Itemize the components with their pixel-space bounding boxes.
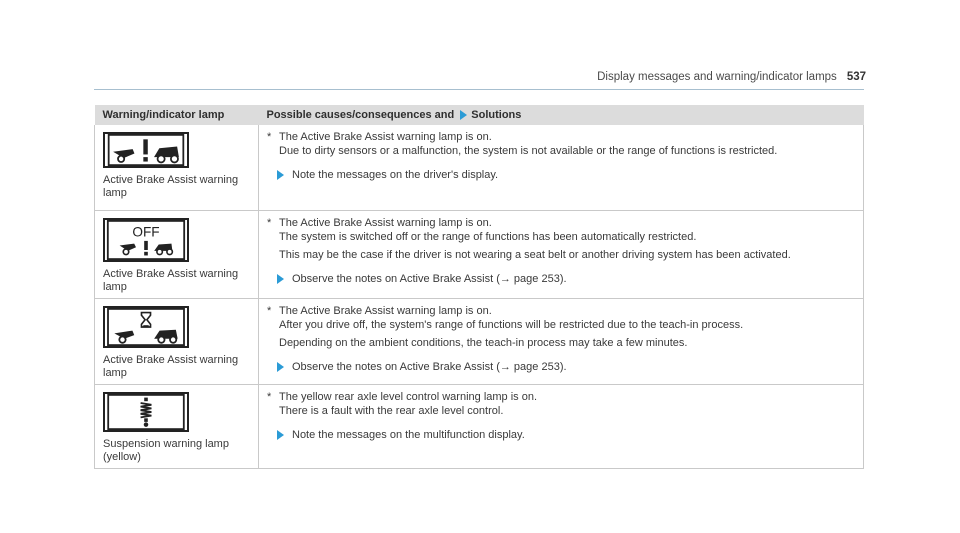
column-header-causes <box>259 105 864 125</box>
lamp-label: Suspension warning lamp (yellow) <box>103 438 229 463</box>
solution-text: Observe the notes on Active Brake Assist (→ page 253). <box>292 361 567 373</box>
cause-cell <box>259 125 864 211</box>
cause-line: Due to dirty sensors or a malfunction, the system is not available or the range of functions is restricted. <box>279 145 778 157</box>
solution-item <box>277 428 855 442</box>
cause-cell <box>259 385 864 469</box>
column-header-lamp: Warning/indicator lamp <box>95 105 259 125</box>
cause-extra: Depending on the ambient conditions, the teach-in process may take a few minutes. <box>279 337 688 349</box>
cause-line: The Active Brake Assist warning lamp is on. <box>279 305 492 317</box>
lamp-cell <box>95 125 259 211</box>
cause-item <box>267 304 855 350</box>
cause-item <box>267 130 855 158</box>
lamp-label: Active Brake Assist warning lamp <box>103 268 239 293</box>
solution-item <box>277 272 855 286</box>
solution-item <box>277 168 855 182</box>
solution-arrow-icon <box>277 430 284 440</box>
running-header <box>597 71 866 83</box>
brake-assist-teach-in-icon <box>103 306 189 348</box>
solution-arrow-icon <box>277 274 284 284</box>
lamp-cell <box>95 299 259 385</box>
table-row <box>95 125 864 211</box>
lamp-cell <box>95 211 259 299</box>
solution-arrow-icon <box>277 170 284 180</box>
solution-text: Note the messages on the multifunction display. <box>292 429 525 441</box>
cause-item <box>267 390 855 418</box>
bullet-star: * <box>267 217 272 229</box>
suspension-warning-icon <box>103 392 189 432</box>
page-number: 537 <box>846 71 866 83</box>
solution-arrow-icon <box>277 362 284 372</box>
column-header-solutions-text: Solutions <box>471 109 522 121</box>
solution-item <box>277 360 855 374</box>
header-title: Display messages and warning/indicator lamps <box>597 71 837 83</box>
table-row <box>95 299 864 385</box>
cause-line: The Active Brake Assist warning lamp is on. <box>279 217 492 229</box>
lamp-cell <box>95 385 259 469</box>
header-rule <box>94 89 864 90</box>
cause-cell <box>259 211 864 299</box>
warning-lamp-table <box>94 105 864 469</box>
cause-line: After you drive off, the system's range of functions will be restricted due to the teach-in process. <box>279 319 744 331</box>
brake-assist-off-icon <box>103 218 189 262</box>
cause-line: The Active Brake Assist warning lamp is on. <box>279 131 492 143</box>
bullet-star: * <box>267 305 272 317</box>
bullet-star: * <box>267 131 272 143</box>
lamp-label: Active Brake Assist warning lamp <box>103 174 239 199</box>
cause-item <box>267 216 855 262</box>
solution-text: Observe the notes on Active Brake Assist (→ page 253). <box>292 273 567 285</box>
brake-assist-warning-icon <box>103 132 189 168</box>
off-label: OFF <box>132 224 160 240</box>
cause-line: The yellow rear axle level control warning lamp is on. <box>279 391 538 403</box>
solution-text: Note the messages on the driver's display. <box>292 169 499 181</box>
table-row <box>95 385 864 469</box>
bullet-star: * <box>267 391 272 403</box>
cause-cell <box>259 299 864 385</box>
cause-line: The system is switched off or the range of functions has been automatically restricted. <box>279 231 697 243</box>
column-header-causes-text: Possible causes/consequences and <box>266 109 455 121</box>
table-row <box>95 211 864 299</box>
solution-arrow-icon <box>460 110 467 120</box>
cause-extra: This may be the case if the driver is not wearing a seat belt or another driving system has been activated. <box>279 249 791 261</box>
cause-line: There is a fault with the rear axle level control. <box>279 405 504 417</box>
table-header-row <box>95 105 864 125</box>
lamp-label: Active Brake Assist warning lamp <box>103 354 239 379</box>
